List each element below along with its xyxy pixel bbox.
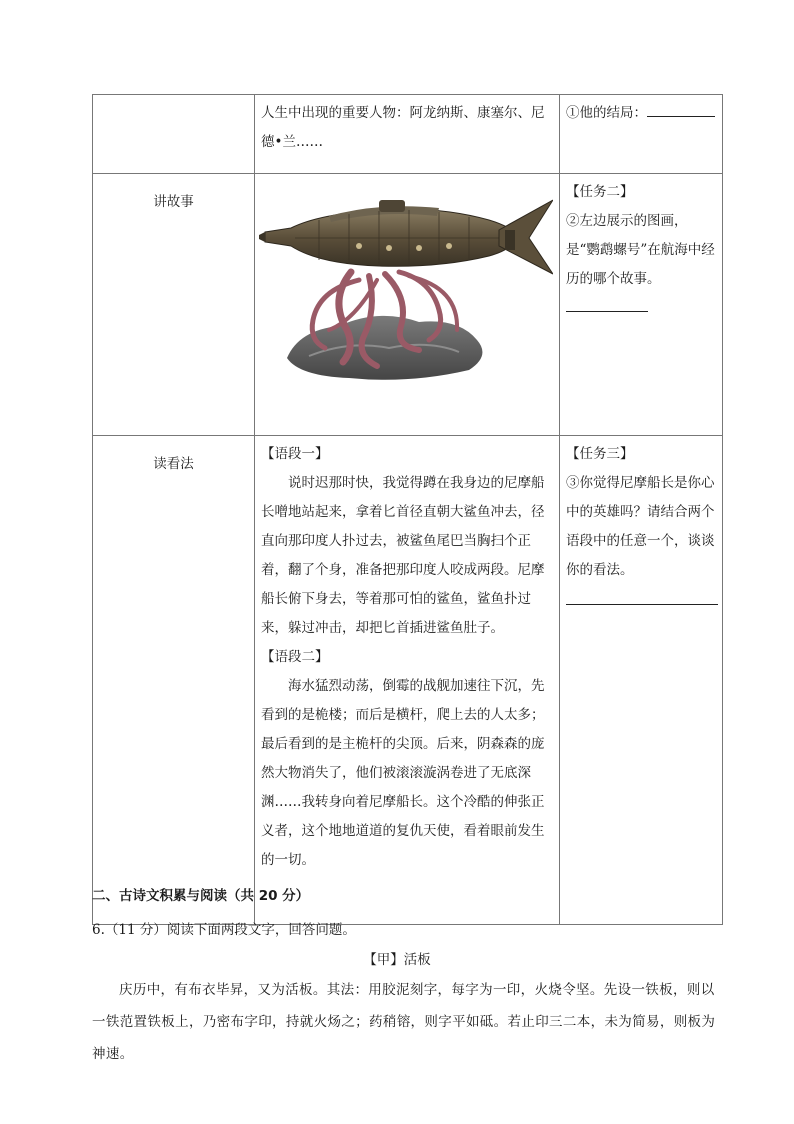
table-row [93, 95, 723, 174]
row-label-story: 讲故事 [93, 174, 255, 436]
answer-blank[interactable] [566, 298, 648, 312]
passage-one-text: 说时迟那时快，我觉得蹲在我身边的尼摩船长噌地站起来，拿着匕首径直朝大鲨鱼冲去，径直向那印度人扑过去，被鲨鱼尾巴当胸扫个正着，翻了个身，准备把那印度人咬成两段。尼摩船长俯下身去，等着那可怕的鲨鱼，鲨鱼扑过来，躲过冲击，却把匕首插进鲨鱼肚子。 [261, 475, 545, 636]
task-table [92, 94, 723, 925]
task-two [560, 174, 722, 327]
task-two-question: ②左边展示的图画，是“鹦鹉螺号”在航海中经历的哪个故事。 [566, 213, 715, 287]
passage-text: 庆历中，有布衣毕昇，又为活板。其法：用胶泥刻字，每字为一印，火烧令坚。先设一铁板，则以一铁范置铁板上，乃密布字印，持就火炀之；药稍镕，则字平如砥。若止印三二本，未为简易，则板为神速。 [92, 982, 716, 1062]
table-row [93, 174, 723, 436]
ending-question-text: ①他的结局： [566, 105, 647, 121]
image-cell [255, 174, 560, 436]
task-two-tag: 【任务二】 [566, 184, 634, 200]
passage-two-text: 海水猛烈动荡，倒霉的战舰加速往下沉，先看到的是桅楼；而后是横杆，爬上去的人太多；最后看到的是主桅杆的尖顶。后来，阴森森的庞然大物消失了，他们被滚滚漩涡卷进了无底深渊……我转身向着尼摩船长。这个冷酷的伸张正义者，这个地地道道的复仇天使，看着眼前发生的一切。 [261, 678, 545, 868]
answer-blank[interactable] [647, 103, 715, 117]
passages-cell [255, 436, 560, 925]
nautilus-illustration [259, 180, 553, 402]
important-people-text: 人生中出现的重要人物：阿龙纳斯、康塞尔、尼德•兰…… [261, 105, 545, 150]
row-label [93, 95, 255, 174]
answer-blank[interactable] [566, 591, 718, 605]
passages [255, 436, 559, 879]
task-one-question [560, 95, 722, 132]
task-three-question: ③你觉得尼摩船长是你心中的英雄吗？请结合两个语段中的任意一个，谈谈你的看法。 [566, 475, 715, 578]
task-cell [560, 174, 723, 436]
nautilus-submarine-image [259, 180, 553, 402]
passage-one-tag: 【语段一】 [261, 446, 329, 462]
table-row [93, 436, 723, 925]
question-6: 6.（11 分）阅读下面两段文字，回答问题。 [92, 922, 356, 938]
task-cell [560, 436, 723, 925]
task-three-tag: 【任务三】 [566, 446, 634, 462]
task-three [560, 436, 722, 620]
passage-two-tag: 【语段二】 [261, 649, 329, 665]
row-label-opinion: 读看法 [93, 436, 255, 925]
content-cell [255, 95, 560, 174]
section-title: 二、古诗文积累与阅读（共 20 分） [92, 888, 310, 904]
passage-title: 【甲】活板 [363, 952, 431, 968]
task-cell [560, 95, 723, 174]
